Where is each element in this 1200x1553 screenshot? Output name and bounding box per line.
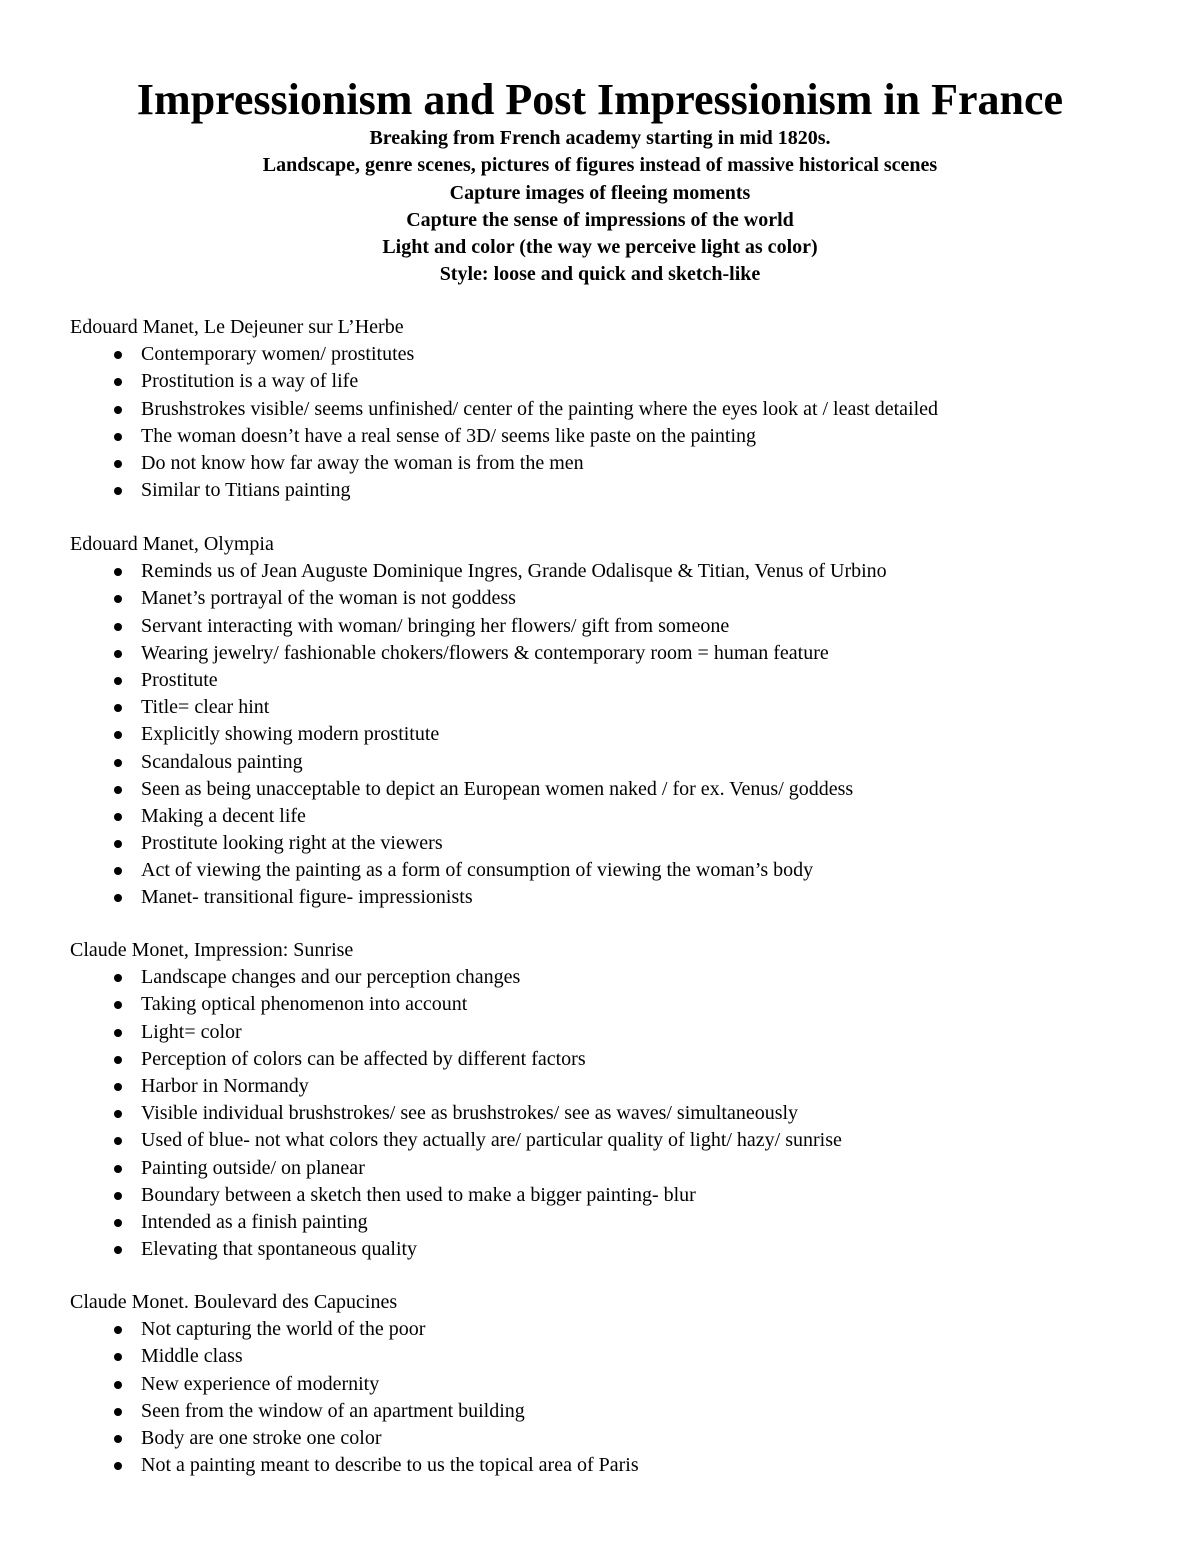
bullet-icon: [114, 1219, 122, 1227]
list-item: [70, 803, 1170, 830]
list-item-text: Brushstrokes visible/ seems unfinished/ center of the painting where the eyes look at / least detailed: [141, 397, 939, 420]
list-item: [70, 640, 1170, 667]
list-item: [70, 1452, 1170, 1479]
list-item: [70, 1127, 1170, 1154]
subtitle-line: Style: loose and quick and sketch-like: [439, 263, 761, 286]
list-item: [70, 667, 1170, 694]
list-item: [70, 721, 1170, 748]
bullet-list: [70, 1316, 1170, 1479]
bullet-icon: [114, 1246, 122, 1254]
list-item-text: Painting outside/ on planear: [141, 1156, 365, 1179]
list-item: [70, 1209, 1170, 1236]
bullet-icon: [114, 1462, 122, 1470]
bullet-icon: [114, 1137, 122, 1145]
list-item-text: Similar to Titians painting: [141, 479, 351, 502]
bullet-icon: [114, 433, 122, 441]
bullet-icon: [114, 1326, 122, 1334]
list-item-text: Not a painting meant to describe to us the topical area of Paris: [141, 1454, 639, 1477]
list-item: [70, 423, 1170, 450]
list-item: [70, 1371, 1170, 1398]
bullet-icon: [114, 1408, 122, 1416]
section-heading: Edouard Manet, Olympia: [70, 533, 274, 555]
list-item: [70, 450, 1170, 477]
bullet-icon: [114, 595, 122, 603]
subtitle-line: Capture images of fleeing moments: [449, 181, 751, 204]
list-item-text: Scandalous painting: [141, 750, 303, 773]
list-item-text: Perception of colors can be affected by different factors: [141, 1047, 586, 1070]
list-item-text: Harbor in Normandy: [141, 1074, 309, 1097]
bullet-icon: [114, 1435, 122, 1443]
bullet-icon: [114, 351, 122, 359]
list-item-text: Prostitution is a way of life: [141, 370, 359, 393]
bullet-icon: [114, 1165, 122, 1173]
section-heading: Claude Monet, Impression: Sunrise: [70, 939, 354, 961]
bullet-icon: [114, 759, 122, 767]
list-item: [70, 585, 1170, 612]
list-item-text: Reminds us of Jean Auguste Dominique Ingres, Grande Odalisque & Titian, Venus of Urbino: [141, 560, 887, 583]
bullet-icon: [114, 704, 122, 712]
bullet-icon: [114, 487, 122, 495]
section-olympia: [70, 531, 1170, 912]
list-item-text: Middle class: [141, 1345, 243, 1368]
list-item: [70, 1182, 1170, 1209]
bullet-icon: [114, 813, 122, 821]
list-item: [70, 776, 1170, 803]
list-item-text: Elevating that spontaneous quality: [141, 1238, 418, 1261]
list-item-text: Wearing jewelry/ fashionable chokers/flowers & contemporary room = human feature: [141, 641, 829, 664]
bullet-icon: [114, 1353, 122, 1361]
bullet-icon: [114, 1192, 122, 1200]
list-item: [70, 613, 1170, 640]
bullet-icon: [114, 867, 122, 875]
section-heading: Edouard Manet, Le Dejeuner sur L’Herbe: [70, 316, 404, 338]
list-item: [70, 749, 1170, 776]
list-item-text: Body are one stroke one color: [141, 1426, 382, 1449]
list-item-text: Used of blue- not what colors they actually are/ particular quality of light/ hazy/ sunrise: [141, 1129, 842, 1152]
list-item: [70, 1019, 1170, 1046]
list-item: [70, 1343, 1170, 1370]
list-item-text: Contemporary women/ prostitutes: [141, 343, 415, 366]
bullet-icon: [114, 840, 122, 848]
list-item: [70, 558, 1170, 585]
bullet-list: [70, 341, 1170, 504]
bullet-icon: [114, 1056, 122, 1064]
list-item-text: Light= color: [141, 1020, 242, 1043]
list-item-text: Seen from the window of an apartment building: [141, 1399, 525, 1422]
list-item: [70, 991, 1170, 1018]
list-item-text: Landscape changes and our perception changes: [141, 966, 521, 989]
section-heading: Claude Monet. Boulevard des Capucines: [70, 1291, 398, 1313]
section-impression-sunrise: [70, 937, 1170, 1263]
list-item-text: Prostitute: [141, 668, 218, 691]
list-item: [70, 857, 1170, 884]
list-item: [70, 1100, 1170, 1127]
bullet-icon: [114, 568, 122, 576]
bullet-icon: [114, 894, 122, 902]
list-item-text: The woman doesn’t have a real sense of 3D/ seems like paste on the painting: [141, 424, 757, 447]
list-item-text: Prostitute looking right at the viewers: [141, 832, 443, 855]
list-item-text: Title= clear hint: [141, 696, 270, 719]
list-item: [70, 964, 1170, 991]
list-item: [70, 341, 1170, 368]
list-item-text: Explicitly showing modern prostitute: [141, 723, 440, 746]
list-item: [70, 1046, 1170, 1073]
list-item-text: Intended as a finish painting: [141, 1210, 368, 1233]
bullet-icon: [114, 406, 122, 414]
list-item-text: Act of viewing the painting as a form of consumption of viewing the woman’s body: [141, 859, 814, 882]
bullet-icon: [114, 1029, 122, 1037]
bullet-icon: [114, 731, 122, 739]
list-item: [70, 830, 1170, 857]
subtitle-line: Landscape, genre scenes, pictures of figures instead of massive historical scenes: [262, 154, 938, 177]
list-item: [70, 1155, 1170, 1182]
list-item: [70, 477, 1170, 504]
list-item: [70, 1398, 1170, 1425]
list-item-text: Not capturing the world of the poor: [141, 1318, 426, 1341]
list-item-text: Do not know how far away the woman is from the men: [141, 451, 584, 474]
list-item: [70, 396, 1170, 423]
list-item-text: Manet’s portrayal of the woman is not goddess: [141, 587, 516, 610]
bullet-icon: [114, 650, 122, 658]
list-item-text: Seen as being unacceptable to depict an European women naked / for ex. Venus/ goddess: [141, 777, 854, 800]
list-item-text: Visible individual brushstrokes/ see as brushstrokes/ see as waves/ simultaneously: [141, 1102, 799, 1125]
bullet-icon: [114, 1110, 122, 1118]
bullet-icon: [114, 460, 122, 468]
list-item: [70, 694, 1170, 721]
bullet-list: [70, 558, 1170, 911]
list-item-text: Taking optical phenomenon into account: [141, 993, 468, 1016]
bullet-icon: [114, 677, 122, 685]
bullet-icon: [114, 974, 122, 982]
list-item-text: Servant interacting with woman/ bringing her flowers/ gift from someone: [141, 614, 730, 637]
subtitle-line: Breaking from French academy starting in mid 1820s.: [369, 127, 831, 149]
subtitle-list: [0, 125, 1200, 289]
list-item: [70, 1316, 1170, 1343]
list-item-text: New experience of modernity: [141, 1372, 380, 1395]
bullet-icon: [114, 786, 122, 794]
bullet-icon: [114, 623, 122, 631]
bullet-list: [70, 964, 1170, 1263]
section-le-dejeuner: [70, 314, 1170, 504]
list-item: [70, 368, 1170, 395]
subtitle-line: Capture the sense of impressions of the world: [406, 208, 794, 231]
document-title: Impressionism and Post Impressionism in France: [136, 75, 1064, 124]
list-item: [70, 1073, 1170, 1100]
bullet-icon: [114, 378, 122, 386]
bullet-icon: [114, 1083, 122, 1091]
list-item: [70, 1425, 1170, 1452]
list-item-text: Making a decent life: [141, 804, 306, 827]
bullet-icon: [114, 1001, 122, 1009]
list-item: [70, 884, 1170, 911]
bullet-icon: [114, 1381, 122, 1389]
section-boulevard-des-capucines: [70, 1289, 1170, 1479]
list-item: [70, 1236, 1170, 1263]
list-item-text: Manet- transitional figure- impressionists: [141, 886, 473, 909]
subtitle-line: Light and color (the way we perceive light as color): [382, 236, 818, 259]
list-item-text: Boundary between a sketch then used to make a bigger painting- blur: [141, 1183, 696, 1206]
